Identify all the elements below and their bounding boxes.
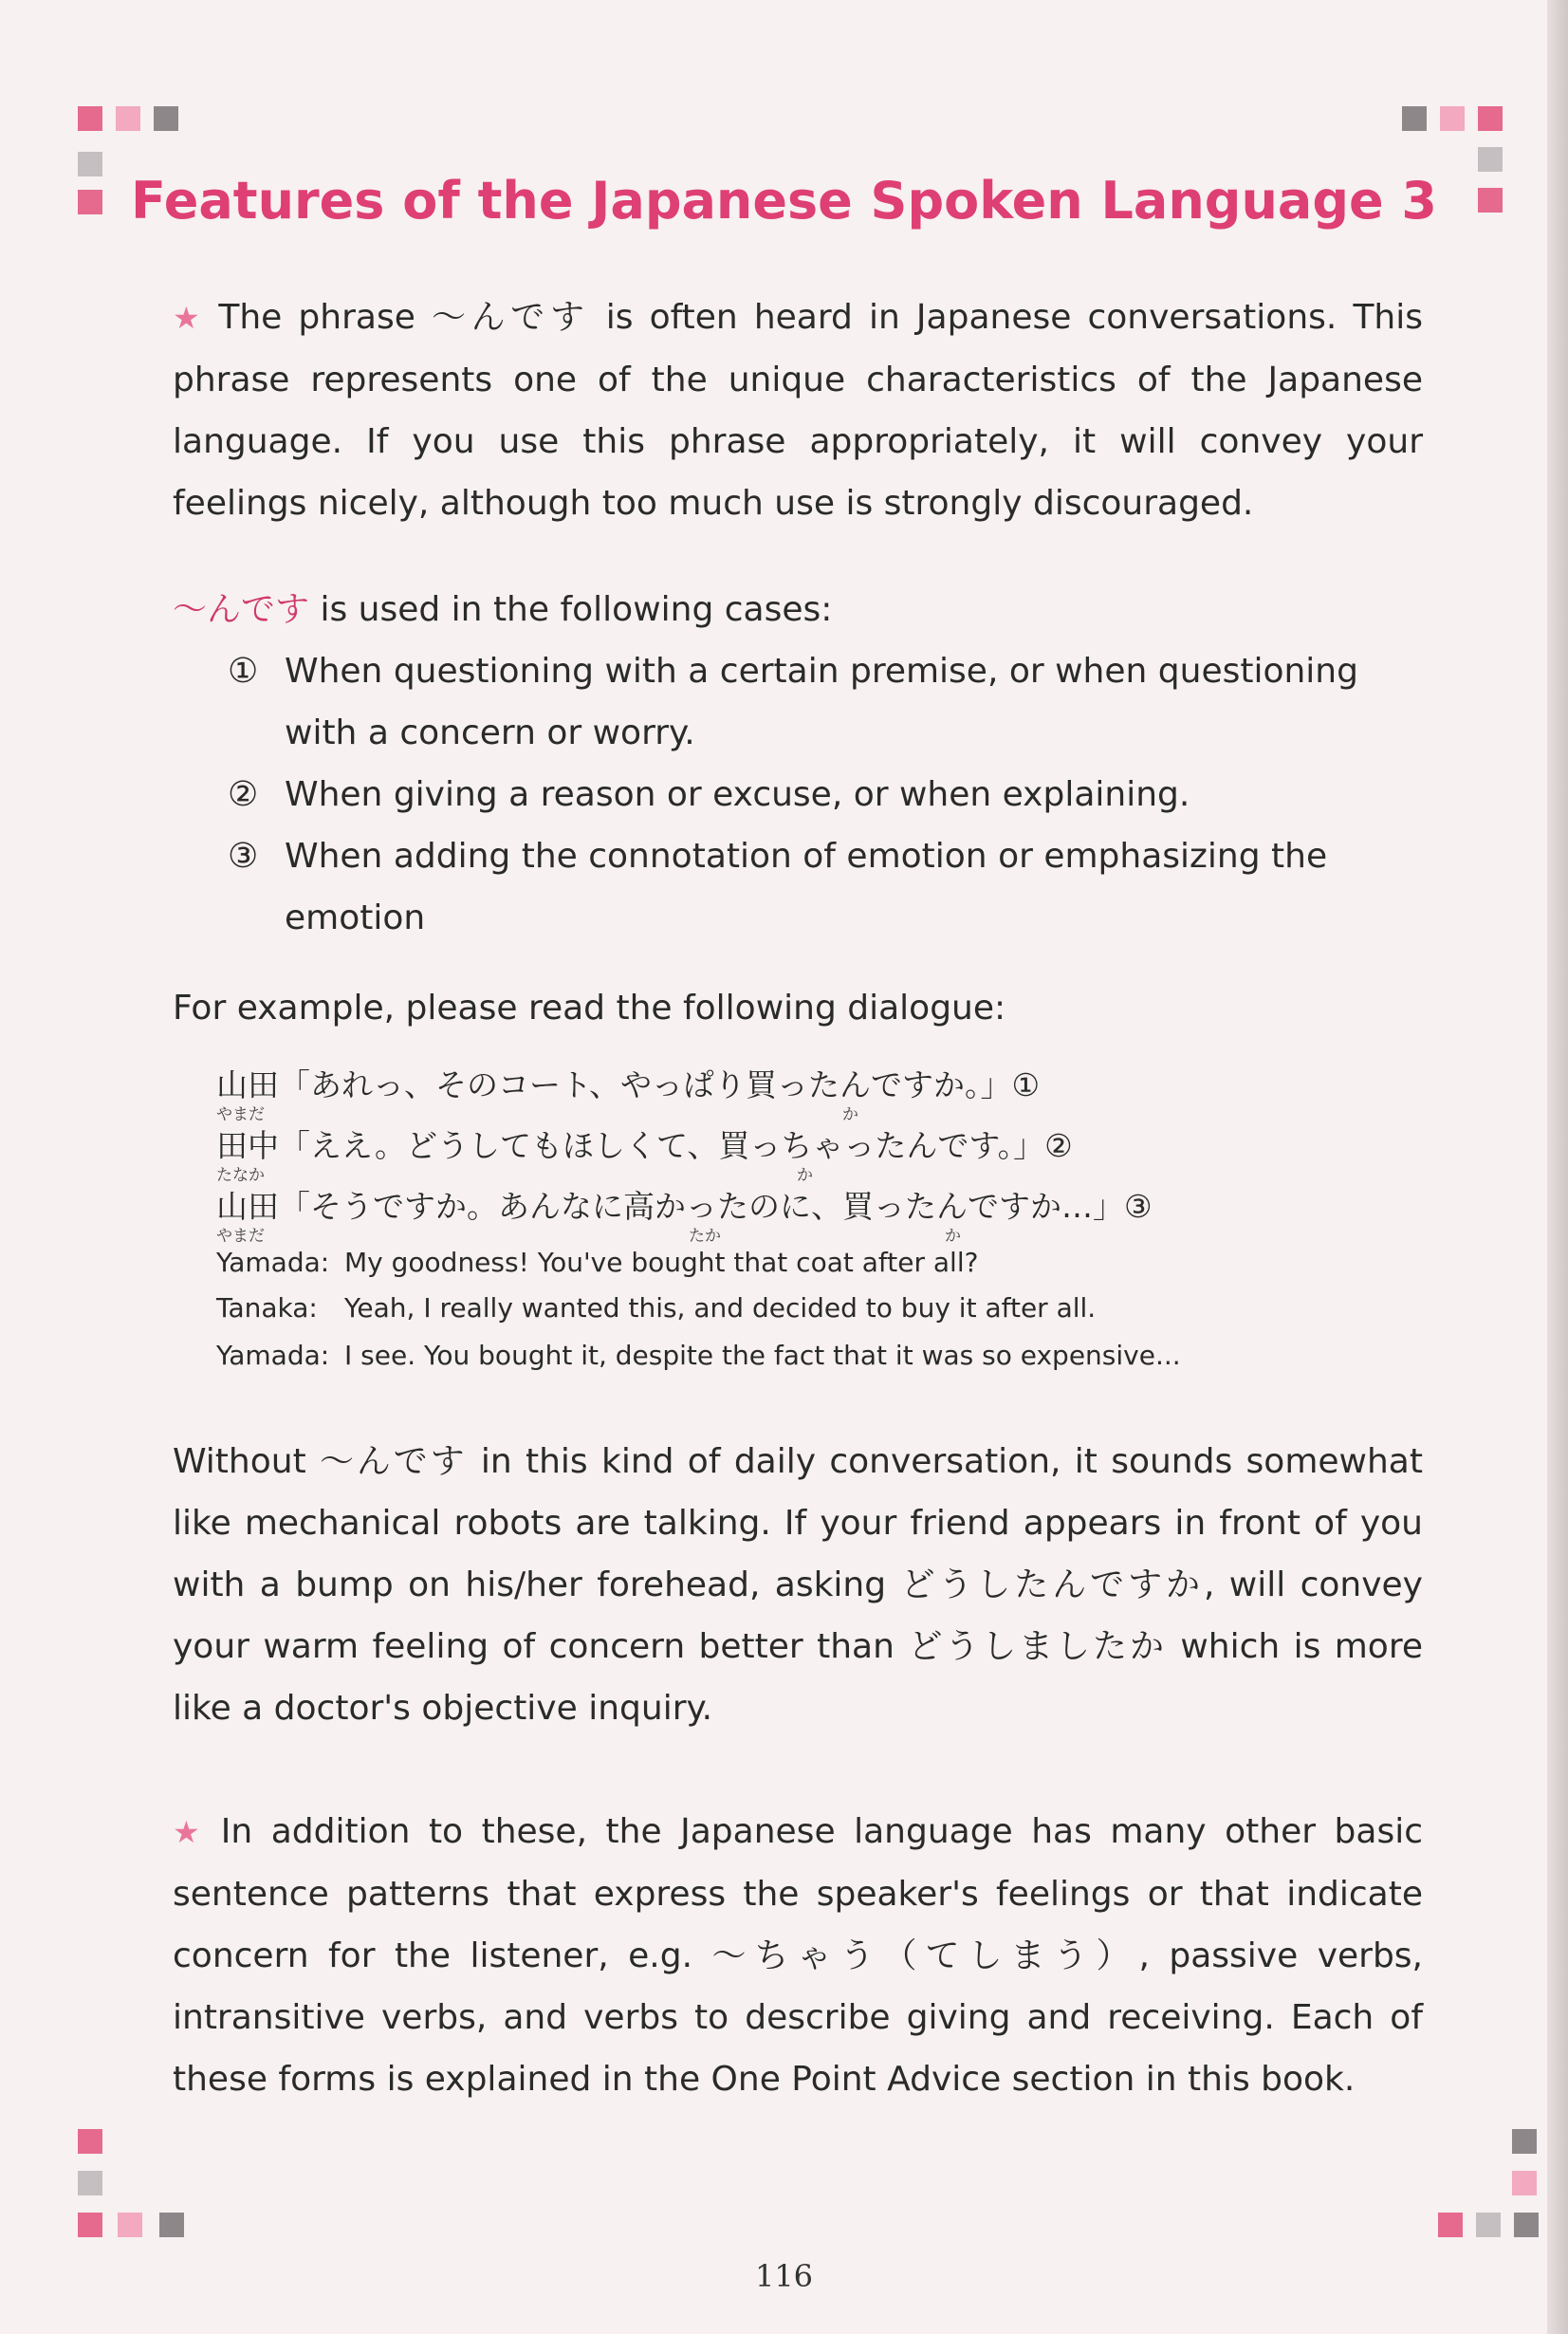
ruby-text: か bbox=[842, 1105, 858, 1124]
addition-paragraph: ★ In addition to these, the Japanese language has many other basic sentence patterns that express the speaker's feelings or that indicate concern for the listener, e.g. ～ちゃう（てしまう）, passive verbs, intransitive verbs, and verbs to describe giving and receiving. Each of these forms is explained in the One Point Advice section in this book. bbox=[173, 1812, 1424, 2099]
list-item: ③ When adding the connotation of emotion or emphasizing the emotion bbox=[228, 837, 1328, 937]
ruby-text: やまだ bbox=[216, 1227, 265, 1246]
dialogue-line: 田中「ええ。どうしてもほしくて、買っちゃったんです。」② bbox=[216, 1127, 1073, 1164]
ruby-text: やまだ bbox=[216, 1105, 265, 1124]
page-title: Features of the Japanese Spoken Language 3 bbox=[131, 171, 1437, 231]
cases-lead: ～んです is used in the following cases: bbox=[173, 590, 833, 629]
dialogue-line: 山田「そうですか。あんなに高かったのに、買ったんですか…」③ bbox=[216, 1188, 1153, 1225]
intro-paragraph: ★ The phrase ～んです is often heard in Japanese conversations. This phrase represents one of the unique characteristics of the Japanese language. If you use this phrase appropriately, it will convey your feelings nicely, although too much use is strongly discouraged. bbox=[173, 298, 1424, 523]
cases-list bbox=[228, 640, 1423, 949]
list-item: ① When questioning with a certain premise, or when questioning with a concern or worry. bbox=[228, 652, 1358, 752]
translation-line: Tanaka: Yeah, I really wanted this, and decided to buy it after all. bbox=[216, 1292, 1097, 1324]
example-lead: For example, please read the following dialogue: bbox=[173, 989, 1006, 1028]
list-item: ② When giving a reason or excuse, or when explaining. bbox=[228, 775, 1190, 814]
ruby-text: か bbox=[797, 1166, 813, 1185]
ruby-text: か bbox=[945, 1227, 961, 1246]
ruby-text: たか bbox=[689, 1227, 721, 1246]
page-number: 116 bbox=[754, 2258, 814, 2294]
page-edge bbox=[1547, 0, 1568, 2334]
translation-line: Yamada: My goodness! You've bought that coat after all? bbox=[216, 1247, 979, 1278]
nndesu-phrase: ～んです bbox=[173, 590, 310, 629]
translation-line: Yamada: I see. You bought it, despite the fact that it was so expensive... bbox=[216, 1340, 1181, 1371]
ruby-text: たなか bbox=[216, 1166, 265, 1185]
dialogue-line: 山田「あれっ、そのコート、やっぱり買ったんですか。」① bbox=[216, 1066, 1041, 1103]
star-icon: ★ bbox=[173, 1814, 208, 1850]
star-icon: ★ bbox=[173, 300, 206, 336]
without-paragraph: Without ～んです in this kind of daily conversation, it sounds somewhat like mechanical robots are talking. If your friend appears in front of you with a bump on his/her forehead, asking どうしたんですか, will convey your warm feeling of concern better than どうしましたか which is more like a doctor's objective inquiry. bbox=[173, 1442, 1423, 1728]
